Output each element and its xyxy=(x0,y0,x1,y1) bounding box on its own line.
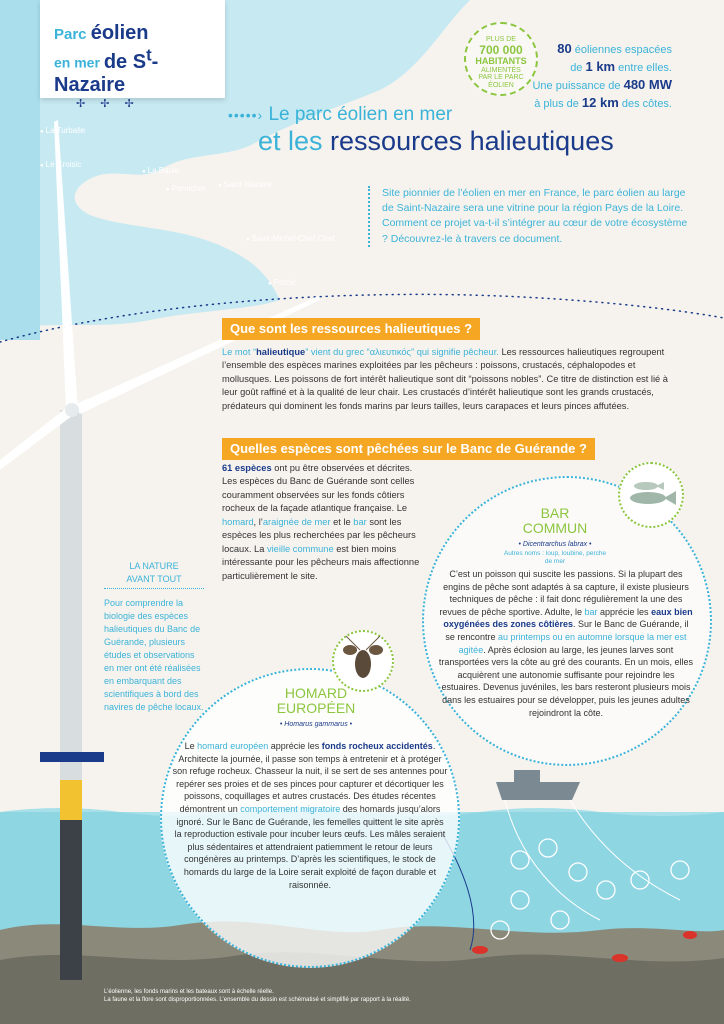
title-line-2b: ressources halieutiques xyxy=(330,126,614,156)
nature-heading: LA NATURE xyxy=(129,561,179,571)
homard-title-line: HOMARD xyxy=(284,685,348,701)
homard-description xyxy=(172,740,448,891)
footer-line: L’éolienne, les fonds marins et les bateaux sont à échelle réelle. xyxy=(104,989,274,995)
logo-text: -Nazaire xyxy=(54,50,159,96)
badge-line: ÉOLIEN xyxy=(488,82,514,90)
keyword: halieutique xyxy=(256,347,306,357)
city-label: ● La Baule xyxy=(142,166,179,175)
text-fragment: C’est un poisson qui suscite les passions. Si la plupart des engins de pêche sont adaptés à sa capture, il existe plusieurs techniques de pêche : il fait donc régulièrement la une des revues de pêche sportive. Adulte, le xyxy=(439,569,689,617)
turbine-hub xyxy=(65,403,79,417)
nature-text: Pour comprendre la biologie des espèces halieutiques du Banc de Guérande, plusieurs études et observations en mer ont été réalisées en embarquant des scientifiques à bord des navires de pêche locaux. xyxy=(104,598,204,713)
section-heading-resources: Que sont les ressources halieutiques ? xyxy=(222,318,480,340)
logo-text: en mer xyxy=(54,54,104,71)
wind-turbine-icon: ✢ ✢ ✢ xyxy=(76,97,140,110)
text-fragment: . Après éclosion au large, les jeunes larves sont transportées vers la côte au gré des courants. En un mois, elles acquièrent une autonomie suffisante pour rejoindre les estuaires. Devenus juvéniles, les bars resteront plusieurs mois dans les estuaires pour se développer, puis les jeunes adultes rejoindront la côte. xyxy=(438,644,694,718)
arrow-icon: •••••› xyxy=(228,107,264,123)
keyword: comportement migratoire xyxy=(240,803,341,814)
fact-text: à plus de xyxy=(534,97,582,110)
keyword: bar xyxy=(584,606,598,617)
keyword: 61 espèces xyxy=(222,463,272,473)
text-fragment: ” vient du grec “αλιευτικός” qui signifie pêcheur. xyxy=(305,347,499,357)
text-fragment: apprécie les xyxy=(268,741,322,751)
homard-title xyxy=(266,686,366,728)
bar-other-names: Autres noms : loup, loubine, perche de mer xyxy=(503,550,607,565)
fact-text: Une puissance de xyxy=(532,79,624,92)
text-fragment: et le xyxy=(330,516,354,527)
sea-left-strip xyxy=(0,0,40,340)
fact-text: des côtes. xyxy=(618,97,672,110)
text-fragment: sont les espèces les plus recherchées par les pêcheurs locaux. La xyxy=(222,516,416,554)
page-title xyxy=(228,104,614,157)
city-label: ● La Turballe xyxy=(40,126,85,135)
turbine-tower-yellow xyxy=(60,780,82,820)
bar-title-line: COMMUN xyxy=(522,520,588,537)
bass-fish-icon xyxy=(620,464,682,526)
boat-cabin xyxy=(514,770,540,782)
badge-line: PLUS DE xyxy=(486,36,516,43)
fishing-boat xyxy=(496,782,580,800)
bar-title-line: BAR xyxy=(540,505,570,521)
keyword: vieille commune xyxy=(266,543,334,554)
lobster-photo xyxy=(332,630,394,692)
logo-text: de S xyxy=(103,50,147,73)
title-line-2a: et les xyxy=(258,126,331,156)
logo-text-bold: éolien xyxy=(90,22,149,44)
intro-paragraph: Site pionnier de l’éolien en mer en France, le parc éolien au large de Saint-Nazaire sera une vitrine pour la région Pays de la Loire. Comment ce projet va-t-il s’intégrer au cœur de votre écosystème ? Découvrez-le à travers ce document. xyxy=(368,186,688,247)
keyword: araignée de mer xyxy=(262,516,331,527)
badge-line: HABITANTS xyxy=(475,55,527,66)
fact-number: 1 km xyxy=(585,58,616,74)
fact-number: 480 MW xyxy=(623,76,672,92)
text-fragment: des homards jusqu’alors ignoré. Sur le Banc de Guérande, les femelles quittent le site après la reproduction estivale pour incuber leurs œufs. Les mâles seraient plus sédentaires et attendraient patiemment le retour de leurs congénères au printemps. D’après les scientifiques, le stock de homards du large de la Loire serait exploité de façon durable et raisonnée. xyxy=(174,803,446,890)
badge-line: ALIMENTÉS xyxy=(481,66,521,74)
keyword: au printemps ou en automne lorsque la mer est agitée xyxy=(458,631,687,655)
text-fragment: Le mot “ xyxy=(222,347,257,357)
turbine-foundation xyxy=(60,820,82,980)
homard-title-line: EUROPÉEN xyxy=(276,700,356,717)
lobster-icon xyxy=(334,632,392,690)
city-label: ● Pornic xyxy=(268,278,296,287)
text-fragment: est bien moins intéressante pour les pêcheurs mais affectionne particulièrement le site. xyxy=(222,543,420,581)
keyword: fonds rocheux accidentés xyxy=(321,741,433,751)
text-fragment: Les ressources halieutiques regroupent l’ensemble des espèces marines exploitées par les pêcheurs : poissons, crustacés, céphalopodes et mollusques. Les poissons de fort intérêt halieutique sont dit “poissons nobles”. Ce titre de distinction est lié à leur goût raffiné et à la qualité de leur chair. Les crustacés d’intérêt halieutique sont les grands crustacés, prédateurs qui dominent les fonds marins par leurs tailles, leurs carapaces et leurs pinces affutées. xyxy=(222,347,668,411)
section-heading-species: Quelles espèces sont pêchées sur le Banc de Guérande ? xyxy=(222,438,595,460)
city-label: ● Le Croisic xyxy=(40,160,81,169)
footer-note xyxy=(104,988,411,1005)
fact-text: éoliennes espacées xyxy=(571,44,672,56)
bar-title xyxy=(500,506,610,565)
city-label: ● Saint-Michel-Chef-Chef xyxy=(246,234,335,243)
turbine-tower-grey xyxy=(60,410,82,780)
bar-latin-name: • Dicentrarchus labrax • xyxy=(518,540,592,548)
fish-icon xyxy=(618,462,684,528)
nature-sidebar xyxy=(100,560,204,715)
bar-description xyxy=(438,568,694,719)
city-label: ● Pornichet xyxy=(166,184,205,193)
footer-line: La faune et la flore sont disproportionnées. L’ensemble du dessin est schématisé et simplifié par rapport à la réalité. xyxy=(104,997,411,1004)
key-facts xyxy=(520,40,672,111)
keyword: homard européen xyxy=(197,741,269,751)
text-fragment: . Sur le Banc de Guérande, il se rencontre xyxy=(445,619,689,642)
city-label: ● Saint-Nazaire xyxy=(218,180,272,189)
badge-line: 700 000 xyxy=(479,42,523,57)
text-fragment: ont pu être observées et décrites. Les espèces du Banc de Guérande sont celles couramment observées sur les fonds côtiers rocheux de la façade atlantique française. Le xyxy=(222,463,415,514)
text-fragment: apprécie les xyxy=(597,606,652,617)
turbine-platform xyxy=(40,752,104,762)
fact-text: entre elles. xyxy=(615,61,672,74)
logo-text: Parc xyxy=(54,26,91,43)
keyword: bar xyxy=(353,516,367,527)
keyword: homard xyxy=(222,516,254,527)
keyword: eaux bien oxygénées des zones côtières xyxy=(443,606,693,630)
fact-number: 12 km xyxy=(581,94,619,110)
resources-paragraph xyxy=(222,346,680,413)
fact-text: de xyxy=(570,61,586,74)
text-fragment: Le xyxy=(184,741,198,751)
logo xyxy=(40,0,225,110)
fact-number: 80 xyxy=(557,41,572,56)
logo-text: t xyxy=(146,45,152,64)
nature-heading: AVANT TOUT xyxy=(126,574,182,585)
species-paragraph xyxy=(222,462,422,583)
text-fragment: . Architecte la journée, il passe son temps à entretenir et à protéger son refuge rocheux. Chasseur la nuit, il se sert de ses antennes pour repérer ses proies et de ses pinces pour capturer et décortiquer les poissons, coquillages et autres crustacés. Des études récentes démontrent un xyxy=(172,741,448,814)
text-fragment: , l’ xyxy=(253,516,263,527)
badge-line: PAR LE PARC xyxy=(478,74,524,82)
title-line-1: Le parc éolien en mer xyxy=(263,104,453,125)
homard-latin-name: • Homarus gammarus • xyxy=(279,720,353,728)
